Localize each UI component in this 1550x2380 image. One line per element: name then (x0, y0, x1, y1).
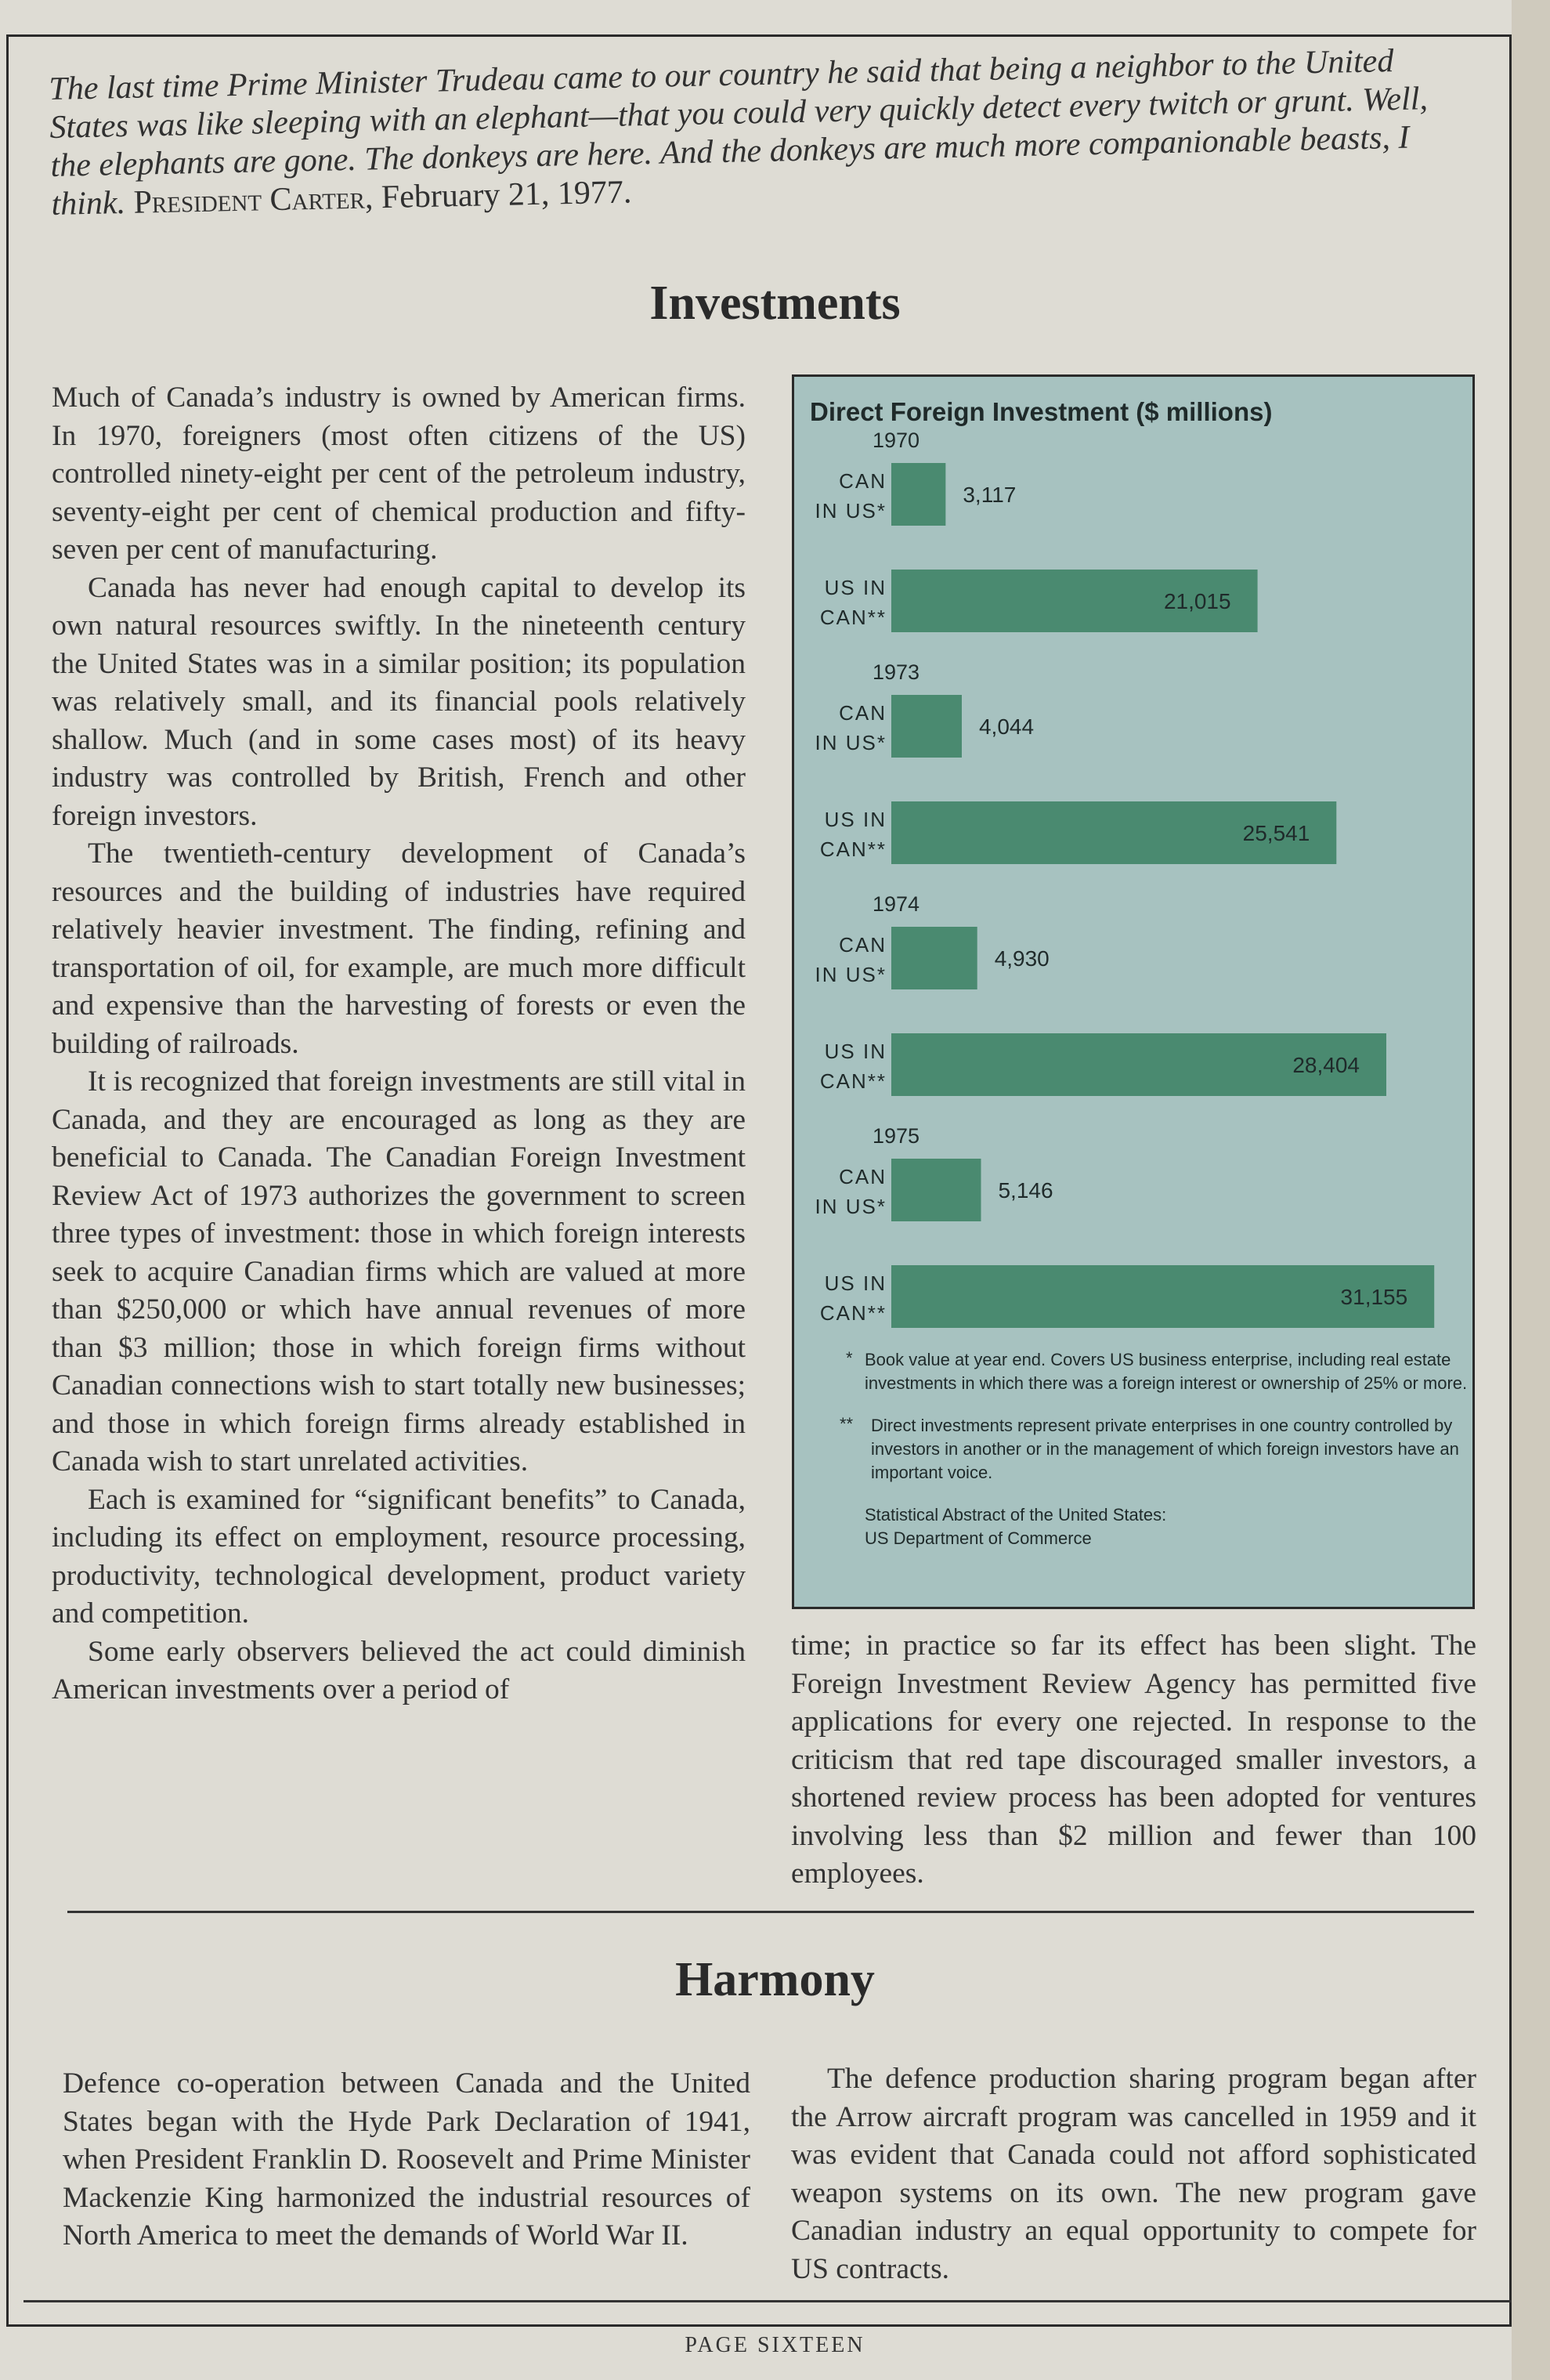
bar-label-line2: CAN** (819, 606, 887, 629)
bar-label-line2: IN US* (815, 1195, 887, 1218)
bar-label-line1: US IN (824, 1040, 887, 1063)
bar-label-line2: IN US* (815, 731, 887, 754)
bar-value-label: 4,044 (978, 714, 1035, 739)
source-line-2: US Department of Commerce (865, 1528, 1092, 1548)
bar-value-label: 28,404 (1292, 1053, 1360, 1077)
paragraph: Some early observers believed the act could diminish American investments over a period of (52, 1635, 746, 1705)
quote-date: , February 21, 1977. (364, 174, 632, 216)
paragraph: Much of Canada’s industry is owned by American firms. In 1970, foreigners (most often citizens of the US) controlled ninety-eight per cent of the petroleum industry, seventy-eight per cent of chemical production and fifty-seven per cent of manufacturing. (52, 382, 746, 566)
bar-can-in-us (891, 1159, 981, 1221)
note-text: Direct investments represent private enterprises in one country controlled by investors in another or in the management of which foreign investors have an important voice. (871, 1416, 1459, 1482)
bar-label-line1: CAN (839, 469, 887, 493)
harmony-left-column (63, 2065, 750, 2255)
note-mark: ** (840, 1414, 854, 1434)
chart-source (849, 1503, 1468, 1550)
bar-label-line2: CAN** (819, 1301, 887, 1325)
paragraph: The twentieth-century development of Canada’s resources and the building of industries have required relatively heavier investment. The finding, refining and transportation of oil, for example, are much more difficult and expensive than the harvesting of forests or even the building of railroads. (52, 837, 746, 1060)
chart-notes (840, 1348, 1468, 1550)
chart-plot (794, 377, 1472, 1348)
chart-title: Direct Foreign Investment ($ millions) (810, 397, 1273, 426)
section-divider (67, 1911, 1474, 1913)
harmony-heading: Harmony (675, 1953, 875, 2006)
bar-label-line1: CAN (839, 1165, 887, 1188)
investments-left-column (52, 379, 746, 1709)
chart-note-2 (840, 1414, 1468, 1485)
paragraph: It is recognized that foreign investments are still vital in Canada, and they are encouraged as long as they are beneficial to Canada. The Canadian Foreign Investment Review Act of 1973 authorizes the government to screen three types of investment: those in which foreign interests seek to acquire Canadian firms which are valued at more than $250,000 or which have annual revenues of more than $3 million; those in which foreign firms without Canadian connections wish to start totally new businesses; and those in which foreign firms already established in Canada wish to start unrelated activities. (52, 1065, 746, 1478)
bar-label-line1: CAN (839, 933, 887, 957)
year-label: 1975 (873, 1124, 920, 1148)
quote-speaker: President Carter (133, 179, 366, 221)
year-label: 1970 (873, 429, 920, 452)
paragraph: Canada has never had enough capital to develop its own natural resources swiftly. In the nineteenth century the United States was in a similar position; its population was relatively small, and its financial pools relatively shallow. Much (and in some cases most) of its heavy industry was controlled by British, French and other foreign investors. (52, 571, 746, 832)
paragraph: time; in practice so far its effect has been slight. The Foreign Investment Review Agency has permitted five applications for every one rejected. In response to the criticism that red tape discouraged smaller investors, a shortened review process has been adopted for ventures involving less than $2 million and fewer than 100 employees. (791, 1629, 1476, 1890)
bar-label-line2: IN US* (815, 963, 887, 986)
bar-value-label: 5,146 (998, 1178, 1053, 1203)
bar-value-label: 21,015 (1163, 589, 1231, 613)
chart-note-1 (846, 1348, 1468, 1395)
page-number: PAGE SIXTEEN (685, 2333, 865, 2357)
investments-right-column (791, 1627, 1476, 1894)
bar-label-line2: CAN** (819, 1069, 887, 1093)
note-mark: * (846, 1348, 853, 1368)
bar-value-label: 31,155 (1340, 1285, 1408, 1309)
paragraph: Defence co-operation between Canada and the United States began with the Hyde Park Declaration of 1941, when President Franklin D. Roosevelt and Prime Minister Mackenzie King harmonized the industrial resources of North America to meet the demands of World War II. (63, 2067, 750, 2252)
bar-can-in-us (891, 695, 962, 758)
note-text: Book value at year end. Covers US business enterprise, including real estate investments in which there was a foreign interest or ownership of 25% or more. (865, 1350, 1468, 1393)
year-label: 1973 (873, 660, 920, 684)
investment-chart (792, 374, 1475, 1609)
bar-label-line1: US IN (824, 1271, 887, 1295)
bar-can-in-us (891, 927, 977, 989)
paragraph: The defence production sharing program began after the Arrow aircraft program was cancelled in 1959 and it was evident that Canada could not afford sophisticated weapon systems on its own. The new program gave Canadian industry an equal opportunity to compete for US contracts. (791, 2063, 1476, 2285)
investments-heading: Investments (649, 277, 901, 330)
quote-text: The last time Prime Minister Trudeau came to our country he said that being a neighbor to the United States was like sleeping with an elephant—that you could very quickly detect every twitch or grunt. Well, the elephants are gone. The donkeys are here. And the donkeys are much more companionable beasts, I think. (49, 43, 1429, 222)
epigraph-quote (49, 41, 1461, 224)
bar-label-line1: US IN (824, 576, 887, 599)
bar-label-line1: US IN (824, 808, 887, 831)
footer-divider (23, 2300, 1512, 2302)
harmony-right-column (791, 2060, 1476, 2288)
year-label: 1974 (873, 892, 920, 916)
paragraph: Each is examined for “significant benefits” to Canada, including its effect on employment, resource processing, productivity, technological development, product variety and competition. (52, 1483, 746, 1629)
bar-value-label: 3,117 (963, 483, 1017, 507)
bar-label-line2: CAN** (819, 837, 887, 861)
bar-label-line2: IN US* (815, 499, 887, 523)
bar-value-label: 4,930 (994, 946, 1050, 971)
page-edge (1512, 0, 1550, 2380)
bar-can-in-us (891, 463, 945, 526)
source-line-1: Statistical Abstract of the United States: (865, 1505, 1167, 1525)
bar-value-label: 25,541 (1242, 821, 1310, 845)
bar-label-line1: CAN (839, 701, 887, 725)
